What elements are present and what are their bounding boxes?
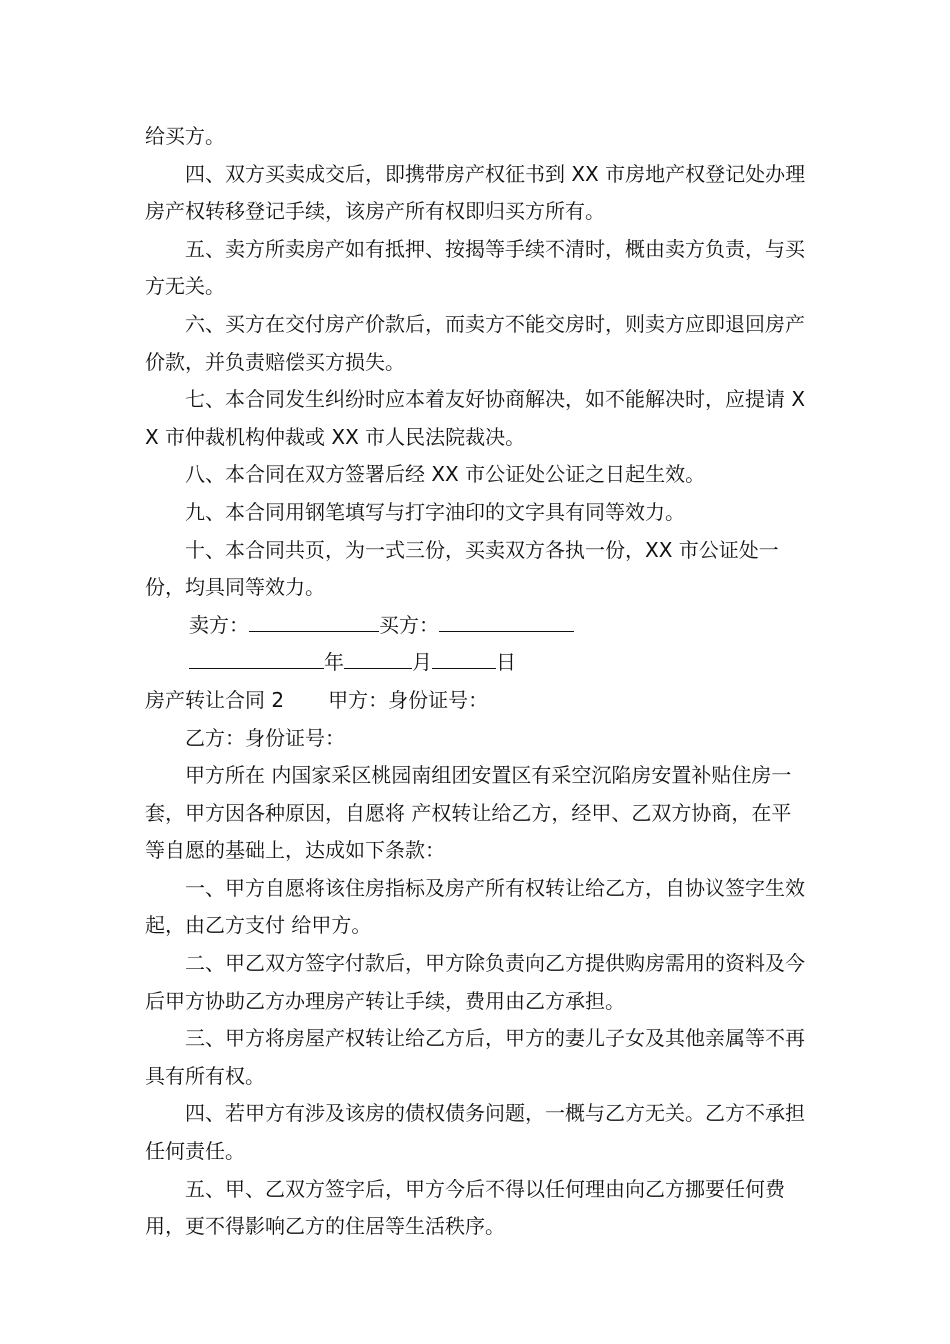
- document-body: [145, 118, 810, 1246]
- month-blank: [344, 646, 412, 669]
- seller-signature-blank: [249, 609, 379, 632]
- clause-4: 四、双方买卖成交后，即携带房产权征书到 XX 市房地产权登记处办理房产权转移登记手续，该房产所有权即归买方所有。: [145, 161, 806, 224]
- contract2-clause-2: 二、甲乙双方签字付款后，甲方除负责向乙方提供购房需用的资料及今后甲方协助乙方办理房产转让手续，费用由乙方承担。: [145, 951, 805, 1013]
- contract2-heading: 房产转让合同 2: [145, 687, 285, 712]
- day-blank: [432, 646, 496, 669]
- contract2-header-line: [145, 682, 810, 720]
- clause-9: 九、本合同用钢笔填写与打字油印的文字具有同等效力。: [185, 499, 685, 524]
- clause-8: 八、本合同在双方签署后经 XX 市公证处公证之日起生效。: [185, 462, 706, 487]
- contract2-clause-4: 四、若甲方有涉及该房的债权债务问题，一概与乙方无关。乙方不承担任何责任。: [145, 1101, 805, 1164]
- year-label: 年: [324, 650, 344, 675]
- buyer-signature-blank: [439, 609, 574, 632]
- day-label: 日: [496, 650, 516, 675]
- party-b-label: 乙方：身份证号：: [185, 725, 345, 750]
- contract2-intro: 甲方所在 内国家采区桃园南组团安置区有采空沉陷房安置补贴住房一套，甲方因各种原因，自愿将 产权转让给乙方，经甲、乙双方协商，在平等自愿的基础上，达成如下条款：: [145, 763, 792, 863]
- clause-7: 七、本合同发生纠纷时应本着友好协商解决，如不能解决时，应提请 XX 市仲裁机构仲裁或 XX 市人民法院裁决。: [145, 387, 806, 449]
- contract2-clause-1: 一、甲方自愿将该住房指标及房产所有权转让给乙方，自协议签字生效起，由乙方支付 给甲方。: [145, 875, 805, 938]
- seller-label: 卖方：: [189, 612, 249, 637]
- party-a-label: 甲方：身份证号：: [328, 687, 489, 712]
- year-blank: [189, 646, 324, 669]
- month-label: 月: [412, 650, 432, 675]
- paragraph-continuation: 给买方。: [145, 124, 225, 148]
- buyer-label: 买方：: [379, 612, 439, 637]
- clause-10: 十、本合同共页，为一式三份，买卖双方各执一份，XX 市公证处一份，均具同等效力。: [145, 537, 779, 600]
- clause-6: 六、买方在交付房产价款后，而卖方不能交房时，则卖方应即退回房产价款，并负责赔偿买方损失。: [145, 311, 805, 374]
- clause-5: 五、卖方所卖房产如有抵押、按揭等手续不清时，概由卖方负责，与买方无关。: [145, 236, 805, 299]
- signature-line: [145, 607, 810, 645]
- date-line: [145, 644, 810, 682]
- contract2-clause-3: 三、甲方将房屋产权转让给乙方后，甲方的妻儿子女及其他亲属等不再具有所有权。: [145, 1026, 805, 1088]
- contract2-clause-5: 五、甲、乙双方签字后，甲方今后不得以任何理由向乙方挪要任何费用，更不得影响乙方的住居等生活秩序。: [145, 1176, 785, 1239]
